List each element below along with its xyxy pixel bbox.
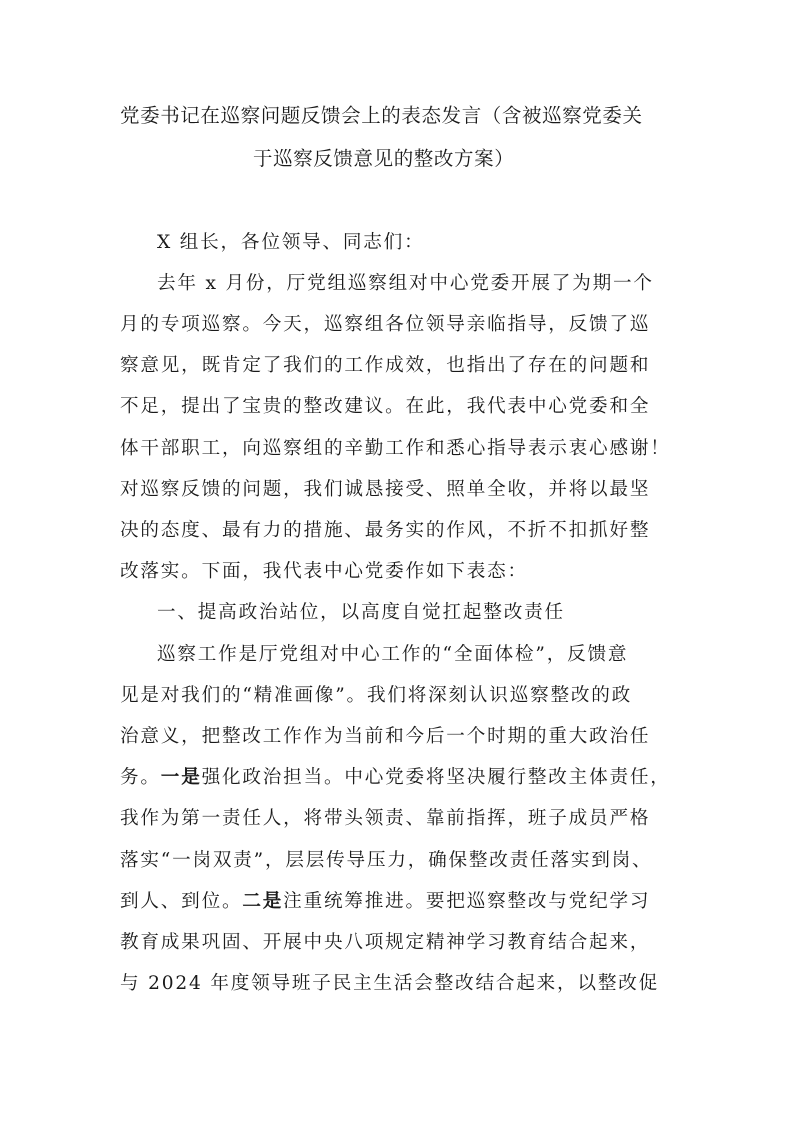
paragraph-line: 治意义，把整改工作作为当前和今后一个时期的重大政治任 [120,726,651,747]
paragraph-line: 改落实。下面，我代表中心党委作如下表态： [120,561,528,582]
line-text: 务。 [120,767,161,788]
document-title-line-1: 党委书记在巡察问题反馈会上的表态发言（含被巡察党委关 [120,104,643,127]
paragraph-line [120,766,680,790]
paragraph-line: 察意见，既肯定了我们的工作成效，也指出了存在的问题和 [120,355,651,376]
paragraph-line: 落实“一岗双责”，层层传导压力，确保整改责任落实到岗、 [120,850,653,871]
paragraph-line: 去年 x 月份，厅党组巡察组对中心党委开展了为期一个 [157,273,654,294]
paragraph-line: 教育成果巩固、开展中央八项规定精神学习教育结合起来， [120,932,651,953]
paragraph-line: 体干部职工，向巡察组的辛勤工作和悉心指导表示衷心感谢！ [120,438,671,459]
paragraph-line: 见是对我们的“精准画像”。我们将深刻认识巡察整改的政 [120,685,633,706]
line-text: 强化政治担当。中心党委将坚决履行整改主体责任， [201,767,671,788]
bold-lead-2: 二是 [242,891,284,912]
paragraph-line: 决的态度、最有力的措施、最务实的作风，不折不扣抓好整 [120,520,651,541]
line-text: 到人、到位。 [120,891,243,912]
salutation: X 组长，各位领导、同志们： [157,232,425,253]
line-text: 注重统筹推进。要把巡察整改与党纪学习 [283,891,651,912]
paragraph-line: 巡察工作是厅党组对中心工作的“全面体检”，反馈意 [157,644,629,665]
bold-lead-1: 一是 [160,767,202,788]
document-title-line-2: 于巡察反馈意见的整改方案） [253,147,515,170]
paragraph-line: 对巡察反馈的问题，我们诚恳接受、照单全收，并将以最坚 [120,479,651,500]
paragraph-line: 与 2024 年度领导班子民主生活会整改结合起来，以整改促 [120,973,659,994]
paragraph-line [120,890,680,914]
section-heading: 一、提高政治站位，以高度自觉扛起整改责任 [157,602,565,623]
paragraph-line: 我作为第一责任人，将带头领责、靠前指挥，班子成员严格 [120,808,651,829]
paragraph-line: 月的专项巡察。今天，巡察组各位领导亲临指导，反馈了巡 [120,314,651,335]
paragraph-line: 不足，提出了宝贵的整改建议。在此，我代表中心党委和全 [120,396,651,417]
